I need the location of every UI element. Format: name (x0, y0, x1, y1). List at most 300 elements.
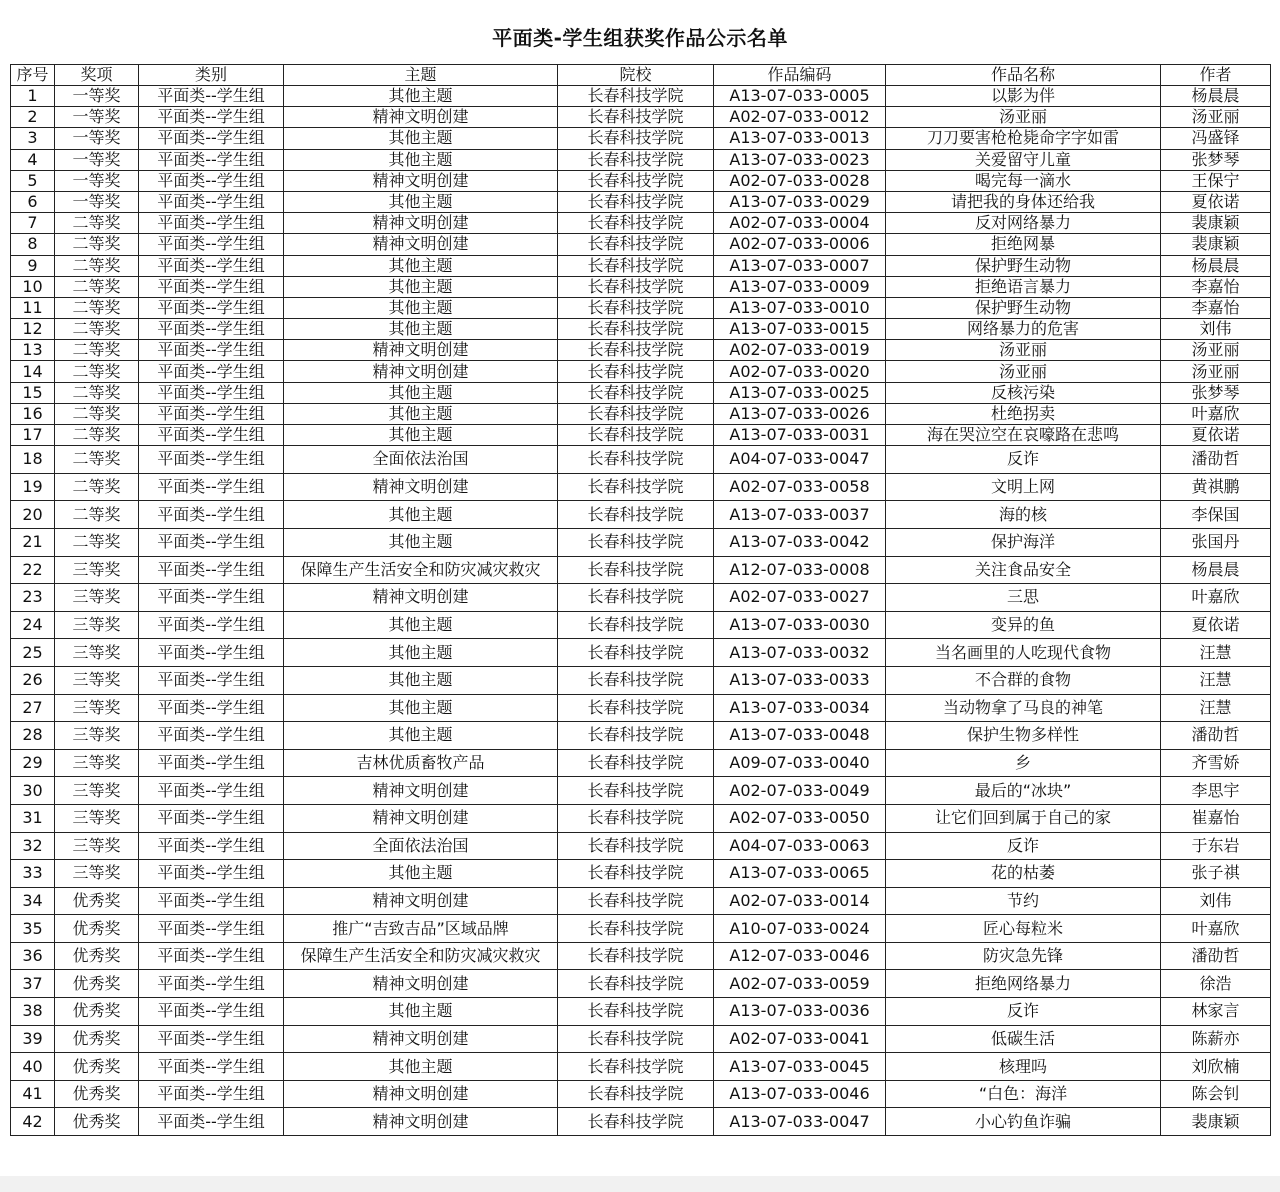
cell-author: 张梦琴 (1161, 149, 1271, 170)
table-row (11, 361, 1271, 382)
cell-category: 平面类--学生组 (139, 425, 284, 446)
cell-theme: 其他主题 (284, 501, 558, 529)
cell-index: 34 (11, 887, 55, 915)
cell-theme: 其他主题 (284, 1053, 558, 1081)
cell-work-title: 拒绝网暴 (886, 234, 1161, 255)
cell-category: 平面类--学生组 (139, 255, 284, 276)
table-row (11, 639, 1271, 667)
cell-award: 优秀奖 (55, 998, 139, 1026)
cell-category: 平面类--学生组 (139, 666, 284, 694)
cell-index: 12 (11, 319, 55, 340)
cell-theme: 全面依法治国 (284, 446, 558, 474)
cell-work-title: 保护生物多样性 (886, 722, 1161, 750)
cell-work-title: 保护野生动物 (886, 255, 1161, 276)
table-row (11, 128, 1271, 149)
cell-code: A13-07-033-0036 (714, 998, 886, 1026)
cell-index: 22 (11, 556, 55, 584)
cell-category: 平面类--学生组 (139, 1108, 284, 1136)
cell-award: 二等奖 (55, 425, 139, 446)
cell-index: 16 (11, 403, 55, 424)
cell-index: 30 (11, 777, 55, 805)
cell-category: 平面类--学生组 (139, 639, 284, 667)
cell-theme: 精神文明创建 (284, 1080, 558, 1108)
table-row (11, 501, 1271, 529)
cell-category: 平面类--学生组 (139, 403, 284, 424)
table-row (11, 777, 1271, 805)
cell-code: A13-07-033-0046 (714, 1080, 886, 1108)
cell-code: A09-07-033-0040 (714, 749, 886, 777)
cell-author: 张梦琴 (1161, 382, 1271, 403)
cell-award: 三等奖 (55, 666, 139, 694)
cell-category: 平面类--学生组 (139, 556, 284, 584)
cell-code: A04-07-033-0063 (714, 832, 886, 860)
cell-author: 杨晨晨 (1161, 255, 1271, 276)
cell-theme: 其他主题 (284, 998, 558, 1026)
cell-category: 平面类--学生组 (139, 915, 284, 943)
cell-author: 裴康颖 (1161, 1108, 1271, 1136)
cell-theme: 精神文明创建 (284, 970, 558, 998)
cell-index: 29 (11, 749, 55, 777)
cell-theme: 精神文明创建 (284, 361, 558, 382)
cell-work-title: 请把我的身体还给我 (886, 191, 1161, 212)
table-row (11, 340, 1271, 361)
cell-award: 二等奖 (55, 297, 139, 318)
cell-index: 23 (11, 584, 55, 612)
cell-school: 长春科技学院 (558, 340, 714, 361)
cell-author: 汪慧 (1161, 666, 1271, 694)
cell-code: A02-07-033-0049 (714, 777, 886, 805)
table-row (11, 1080, 1271, 1108)
cell-school: 长春科技学院 (558, 666, 714, 694)
cell-category: 平面类--学生组 (139, 832, 284, 860)
cell-code: A02-07-033-0014 (714, 887, 886, 915)
cell-index: 32 (11, 832, 55, 860)
cell-code: A10-07-033-0024 (714, 915, 886, 943)
cell-author: 杨晨晨 (1161, 86, 1271, 107)
cell-category: 平面类--学生组 (139, 528, 284, 556)
cell-school: 长春科技学院 (558, 234, 714, 255)
cell-author: 夏依诺 (1161, 425, 1271, 446)
table-row (11, 234, 1271, 255)
cell-school: 长春科技学院 (558, 501, 714, 529)
cell-work-title: 防灾急先锋 (886, 942, 1161, 970)
cell-category: 平面类--学生组 (139, 777, 284, 805)
cell-theme: 其他主题 (284, 382, 558, 403)
cell-author: 叶嘉欣 (1161, 915, 1271, 943)
cell-theme: 精神文明创建 (284, 777, 558, 805)
cell-school: 长春科技学院 (558, 425, 714, 446)
cell-category: 平面类--学生组 (139, 1080, 284, 1108)
cell-author: 汤亚丽 (1161, 107, 1271, 128)
cell-author: 林家言 (1161, 998, 1271, 1026)
cell-author: 李嘉怡 (1161, 297, 1271, 318)
cell-school: 长春科技学院 (558, 694, 714, 722)
table-row (11, 1025, 1271, 1053)
table-row (11, 694, 1271, 722)
header-school: 院校 (558, 65, 714, 86)
cell-school: 长春科技学院 (558, 915, 714, 943)
cell-work-title: 反核污染 (886, 382, 1161, 403)
cell-category: 平面类--学生组 (139, 234, 284, 255)
cell-code: A02-07-033-0050 (714, 804, 886, 832)
cell-theme: 其他主题 (284, 128, 558, 149)
cell-theme: 其他主题 (284, 319, 558, 340)
cell-author: 杨晨晨 (1161, 556, 1271, 584)
cell-category: 平面类--学生组 (139, 86, 284, 107)
cell-index: 31 (11, 804, 55, 832)
table-row (11, 107, 1271, 128)
table-row (11, 998, 1271, 1026)
cell-author: 裴康颖 (1161, 213, 1271, 234)
cell-theme: 精神文明创建 (284, 584, 558, 612)
cell-work-title: 反诈 (886, 998, 1161, 1026)
cell-theme: 其他主题 (284, 860, 558, 888)
cell-author: 汪慧 (1161, 639, 1271, 667)
cell-award: 二等奖 (55, 319, 139, 340)
cell-index: 42 (11, 1108, 55, 1136)
cell-code: A13-07-033-0025 (714, 382, 886, 403)
cell-theme: 其他主题 (284, 403, 558, 424)
table-row (11, 722, 1271, 750)
cell-category: 平面类--学生组 (139, 998, 284, 1026)
cell-theme: 保障生产生活安全和防灾减灾救灾 (284, 556, 558, 584)
cell-code: A13-07-033-0033 (714, 666, 886, 694)
cell-code: A13-07-033-0032 (714, 639, 886, 667)
cell-code: A13-07-033-0048 (714, 722, 886, 750)
cell-code: A13-07-033-0010 (714, 297, 886, 318)
cell-theme: 吉林优质畜牧产品 (284, 749, 558, 777)
cell-category: 平面类--学生组 (139, 942, 284, 970)
cell-work-title: 花的枯萎 (886, 860, 1161, 888)
table-row (11, 666, 1271, 694)
cell-school: 长春科技学院 (558, 777, 714, 805)
cell-work-title: 变异的鱼 (886, 611, 1161, 639)
cell-school: 长春科技学院 (558, 749, 714, 777)
cell-award: 三等奖 (55, 804, 139, 832)
cell-school: 长春科技学院 (558, 611, 714, 639)
cell-theme: 精神文明创建 (284, 234, 558, 255)
cell-author: 夏依诺 (1161, 611, 1271, 639)
cell-code: A13-07-033-0029 (714, 191, 886, 212)
cell-category: 平面类--学生组 (139, 749, 284, 777)
cell-code: A02-07-033-0020 (714, 361, 886, 382)
cell-author: 潘劭哲 (1161, 446, 1271, 474)
cell-theme: 其他主题 (284, 191, 558, 212)
cell-award: 一等奖 (55, 107, 139, 128)
cell-index: 37 (11, 970, 55, 998)
table-row (11, 584, 1271, 612)
cell-category: 平面类--学生组 (139, 501, 284, 529)
table-row (11, 403, 1271, 424)
cell-author: 徐浩 (1161, 970, 1271, 998)
cell-author: 李思宇 (1161, 777, 1271, 805)
cell-school: 长春科技学院 (558, 213, 714, 234)
table-row (11, 425, 1271, 446)
cell-code: A13-07-033-0034 (714, 694, 886, 722)
cell-school: 长春科技学院 (558, 473, 714, 501)
cell-theme: 其他主题 (284, 666, 558, 694)
cell-code: A12-07-033-0008 (714, 556, 886, 584)
cell-code: A13-07-033-0047 (714, 1108, 886, 1136)
table-row (11, 942, 1271, 970)
cell-award: 二等奖 (55, 473, 139, 501)
cell-index: 25 (11, 639, 55, 667)
cell-code: A13-07-033-0007 (714, 255, 886, 276)
cell-author: 崔嘉怡 (1161, 804, 1271, 832)
cell-work-title: 最后的“冰块” (886, 777, 1161, 805)
cell-award: 优秀奖 (55, 915, 139, 943)
cell-award: 优秀奖 (55, 942, 139, 970)
cell-school: 长春科技学院 (558, 528, 714, 556)
cell-author: 潘劭哲 (1161, 942, 1271, 970)
awards-table (10, 64, 1271, 1136)
cell-award: 二等奖 (55, 340, 139, 361)
cell-theme: 精神文明创建 (284, 1025, 558, 1053)
cell-code: A13-07-033-0015 (714, 319, 886, 340)
cell-work-title: 三思 (886, 584, 1161, 612)
cell-work-title: 节约 (886, 887, 1161, 915)
cell-theme: 其他主题 (284, 149, 558, 170)
cell-category: 平面类--学生组 (139, 1053, 284, 1081)
cell-work-title: 让它们回到属于自己的家 (886, 804, 1161, 832)
cell-school: 长春科技学院 (558, 191, 714, 212)
page-title: 平面类-学生组获奖作品公示名单 (492, 26, 788, 50)
cell-code: A12-07-033-0046 (714, 942, 886, 970)
cell-theme: 其他主题 (284, 86, 558, 107)
cell-code: A13-07-033-0031 (714, 425, 886, 446)
cell-work-title: 反对网络暴力 (886, 213, 1161, 234)
table-row (11, 887, 1271, 915)
cell-code: A13-07-033-0037 (714, 501, 886, 529)
cell-theme: 其他主题 (284, 639, 558, 667)
cell-school: 长春科技学院 (558, 170, 714, 191)
table-row (11, 970, 1271, 998)
cell-index: 39 (11, 1025, 55, 1053)
cell-code: A13-07-033-0042 (714, 528, 886, 556)
header-row (11, 65, 1271, 86)
cell-school: 长春科技学院 (558, 107, 714, 128)
cell-author: 王保宁 (1161, 170, 1271, 191)
cell-award: 优秀奖 (55, 1053, 139, 1081)
cell-work-title: 乡 (886, 749, 1161, 777)
cell-author: 张子祺 (1161, 860, 1271, 888)
cell-category: 平面类--学生组 (139, 970, 284, 998)
cell-index: 40 (11, 1053, 55, 1081)
cell-code: A02-07-033-0059 (714, 970, 886, 998)
cell-school: 长春科技学院 (558, 887, 714, 915)
cell-work-title: 海在哭泣空在哀嚎路在悲鸣 (886, 425, 1161, 446)
cell-code: A02-07-033-0027 (714, 584, 886, 612)
cell-work-title: 汤亚丽 (886, 107, 1161, 128)
table-body (11, 86, 1271, 1136)
cell-award: 一等奖 (55, 86, 139, 107)
cell-index: 18 (11, 446, 55, 474)
cell-work-title: 保护野生动物 (886, 297, 1161, 318)
cell-author: 汤亚丽 (1161, 361, 1271, 382)
table-row (11, 1053, 1271, 1081)
cell-category: 平面类--学生组 (139, 213, 284, 234)
cell-school: 长春科技学院 (558, 149, 714, 170)
cell-author: 潘劭哲 (1161, 722, 1271, 750)
header-award: 奖项 (55, 65, 139, 86)
cell-work-title: 拒绝网络暴力 (886, 970, 1161, 998)
table-row (11, 276, 1271, 297)
cell-work-title: 以影为伴 (886, 86, 1161, 107)
cell-category: 平面类--学生组 (139, 276, 284, 297)
cell-author: 汪慧 (1161, 694, 1271, 722)
cell-school: 长春科技学院 (558, 998, 714, 1026)
cell-author: 张国丹 (1161, 528, 1271, 556)
cell-award: 二等奖 (55, 382, 139, 403)
cell-school: 长春科技学院 (558, 970, 714, 998)
cell-school: 长春科技学院 (558, 722, 714, 750)
cell-code: A02-07-033-0006 (714, 234, 886, 255)
cell-author: 刘欣楠 (1161, 1053, 1271, 1081)
header-code: 作品编码 (714, 65, 886, 86)
cell-code: A13-07-033-0023 (714, 149, 886, 170)
cell-author: 汤亚丽 (1161, 340, 1271, 361)
bottom-strip (0, 1176, 1280, 1192)
cell-author: 李嘉怡 (1161, 276, 1271, 297)
cell-school: 长春科技学院 (558, 319, 714, 340)
cell-index: 24 (11, 611, 55, 639)
cell-code: A13-07-033-0009 (714, 276, 886, 297)
cell-index: 5 (11, 170, 55, 191)
cell-index: 3 (11, 128, 55, 149)
cell-work-title: 喝完每一滴水 (886, 170, 1161, 191)
cell-school: 长春科技学院 (558, 255, 714, 276)
cell-category: 平面类--学生组 (139, 1025, 284, 1053)
cell-category: 平面类--学生组 (139, 446, 284, 474)
cell-work-title: 当动物拿了马良的神笔 (886, 694, 1161, 722)
table-row (11, 149, 1271, 170)
cell-work-title: 文明上网 (886, 473, 1161, 501)
table-row (11, 473, 1271, 501)
cell-award: 二等奖 (55, 403, 139, 424)
table-row (11, 255, 1271, 276)
cell-index: 14 (11, 361, 55, 382)
cell-school: 长春科技学院 (558, 361, 714, 382)
table-row (11, 611, 1271, 639)
cell-category: 平面类--学生组 (139, 340, 284, 361)
table-row (11, 382, 1271, 403)
cell-index: 28 (11, 722, 55, 750)
cell-award: 二等奖 (55, 501, 139, 529)
table-row (11, 297, 1271, 318)
cell-category: 平面类--学生组 (139, 361, 284, 382)
cell-index: 35 (11, 915, 55, 943)
cell-award: 三等奖 (55, 556, 139, 584)
cell-award: 优秀奖 (55, 970, 139, 998)
cell-index: 10 (11, 276, 55, 297)
cell-index: 15 (11, 382, 55, 403)
cell-award: 三等奖 (55, 749, 139, 777)
cell-work-title: 当名画里的人吃现代食物 (886, 639, 1161, 667)
table-row (11, 556, 1271, 584)
cell-award: 优秀奖 (55, 887, 139, 915)
cell-theme: 精神文明创建 (284, 213, 558, 234)
cell-work-title: 匠心每粒米 (886, 915, 1161, 943)
cell-work-title: 汤亚丽 (886, 361, 1161, 382)
cell-author: 齐雪娇 (1161, 749, 1271, 777)
cell-school: 长春科技学院 (558, 276, 714, 297)
cell-theme: 精神文明创建 (284, 1108, 558, 1136)
header-author: 作者 (1161, 65, 1271, 86)
cell-theme: 保障生产生活安全和防灾减灾救灾 (284, 942, 558, 970)
cell-school: 长春科技学院 (558, 382, 714, 403)
table-row (11, 1108, 1271, 1136)
cell-index: 33 (11, 860, 55, 888)
table-row (11, 749, 1271, 777)
cell-code: A02-07-033-0012 (714, 107, 886, 128)
cell-index: 26 (11, 666, 55, 694)
header-category: 类别 (139, 65, 284, 86)
cell-work-title: “白色：海洋 (886, 1080, 1161, 1108)
cell-category: 平面类--学生组 (139, 170, 284, 191)
cell-school: 长春科技学院 (558, 86, 714, 107)
cell-index: 6 (11, 191, 55, 212)
cell-theme: 精神文明创建 (284, 107, 558, 128)
table-row (11, 832, 1271, 860)
cell-school: 长春科技学院 (558, 556, 714, 584)
header-index: 序号 (11, 65, 55, 86)
cell-award: 一等奖 (55, 128, 139, 149)
cell-index: 8 (11, 234, 55, 255)
cell-category: 平面类--学生组 (139, 319, 284, 340)
cell-award: 二等奖 (55, 528, 139, 556)
cell-code: A13-07-033-0005 (714, 86, 886, 107)
cell-category: 平面类--学生组 (139, 107, 284, 128)
cell-index: 41 (11, 1080, 55, 1108)
cell-school: 长春科技学院 (558, 1025, 714, 1053)
cell-index: 4 (11, 149, 55, 170)
cell-index: 38 (11, 998, 55, 1026)
cell-theme: 其他主题 (284, 255, 558, 276)
cell-work-title: 拒绝语言暴力 (886, 276, 1161, 297)
cell-school: 长春科技学院 (558, 403, 714, 424)
cell-theme: 其他主题 (284, 528, 558, 556)
cell-award: 二等奖 (55, 234, 139, 255)
cell-code: A02-07-033-0028 (714, 170, 886, 191)
cell-category: 平面类--学生组 (139, 149, 284, 170)
cell-index: 11 (11, 297, 55, 318)
cell-category: 平面类--学生组 (139, 382, 284, 403)
cell-school: 长春科技学院 (558, 297, 714, 318)
cell-award: 二等奖 (55, 361, 139, 382)
cell-index: 36 (11, 942, 55, 970)
cell-index: 7 (11, 213, 55, 234)
cell-award: 三等奖 (55, 860, 139, 888)
cell-index: 2 (11, 107, 55, 128)
cell-category: 平面类--学生组 (139, 128, 284, 149)
cell-award: 三等奖 (55, 832, 139, 860)
cell-work-title: 关注食品安全 (886, 556, 1161, 584)
cell-index: 27 (11, 694, 55, 722)
cell-code: A13-07-033-0013 (714, 128, 886, 149)
cell-award: 优秀奖 (55, 1080, 139, 1108)
cell-index: 20 (11, 501, 55, 529)
cell-author: 黄祺鹏 (1161, 473, 1271, 501)
cell-code: A04-07-033-0047 (714, 446, 886, 474)
cell-work-title: 小心钓鱼诈骗 (886, 1108, 1161, 1136)
cell-award: 优秀奖 (55, 1025, 139, 1053)
cell-award: 一等奖 (55, 149, 139, 170)
cell-award: 一等奖 (55, 170, 139, 191)
cell-author: 于东岩 (1161, 832, 1271, 860)
cell-category: 平面类--学生组 (139, 473, 284, 501)
cell-code: A13-07-033-0045 (714, 1053, 886, 1081)
cell-work-title: 刀刀要害枪枪毙命字字如雷 (886, 128, 1161, 149)
